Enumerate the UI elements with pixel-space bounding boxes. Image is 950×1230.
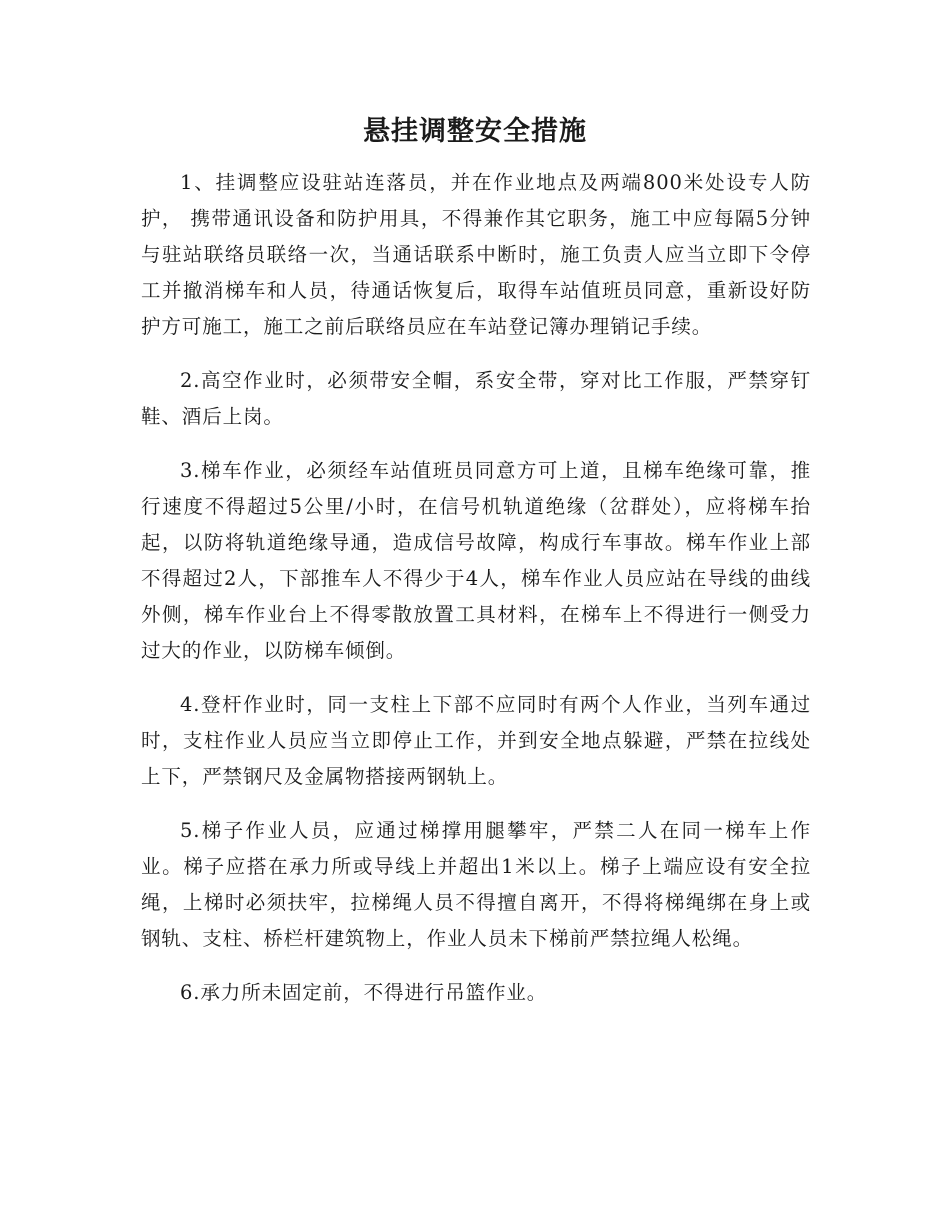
paragraph-3: 3.梯车作业，必须经车站值班员同意方可上道，且梯车绝缘可靠，推行速度不得超过5公里/小时，在信号机轨道绝缘（岔群处），应将梯车抬起，以防将轨道绝缘导通，造成信号故障，构成行车事故。梯车作业上部不得超过2人，下部推车人不得少于4人，梯车作业人员应站在导线的曲线外侧，梯车作业台上不得零散放置工具材料，在梯车上不得进行一侧受力过大的作业，以防梯车倾倒。 (141, 459, 811, 662)
paragraph-5: 5.梯子作业人员，应通过梯撑用腿攀牢，严禁二人在同一梯车上作业。梯子应搭在承力所或导线上并超出1米以上。梯子上端应设有安全拉绳，上梯时必须扶牢，拉梯绳人员不得擅自离开，不得将梯绳绑在身上或钢轨、支柱、桥栏杆建筑物上，作业人员未下梯前严禁拉绳人松绳。 (141, 819, 811, 950)
document-title: 悬挂调整安全措施 (363, 116, 587, 147)
document-body (141, 165, 811, 1029)
paragraph-6: 6.承力所未固定前，不得进行吊篮作业。 (180, 981, 548, 1004)
paragraph-2: 2.高空作业时，必须带安全帽，系安全带，穿对比工作服，严禁穿钉鞋、酒后上岗。 (141, 369, 811, 428)
paragraph-4: 4.登杆作业时，同一支柱上下部不应同时有两个人作业，当列车通过时，支柱作业人员应当立即停止工作，并到安全地点躲避，严禁在拉线处上下，严禁钢尺及金属物搭接两钢轨上。 (141, 693, 811, 788)
paragraph-1: 1、挂调整应设驻站连落员，并在作业地点及两端800米处设专人防护， 携带通讯设备和防护用具，不得兼作其它职务，施工中应每隔5分钟与驻站联络员联络一次，当通话联系中断时，施工负责人应当立即下令停工并撤消梯车和人员，待通话恢复后，取得车站值班员同意，重新设好防护方可施工，施工之前后联络员应在车站登记簿办理销记手续。 (141, 171, 811, 338)
